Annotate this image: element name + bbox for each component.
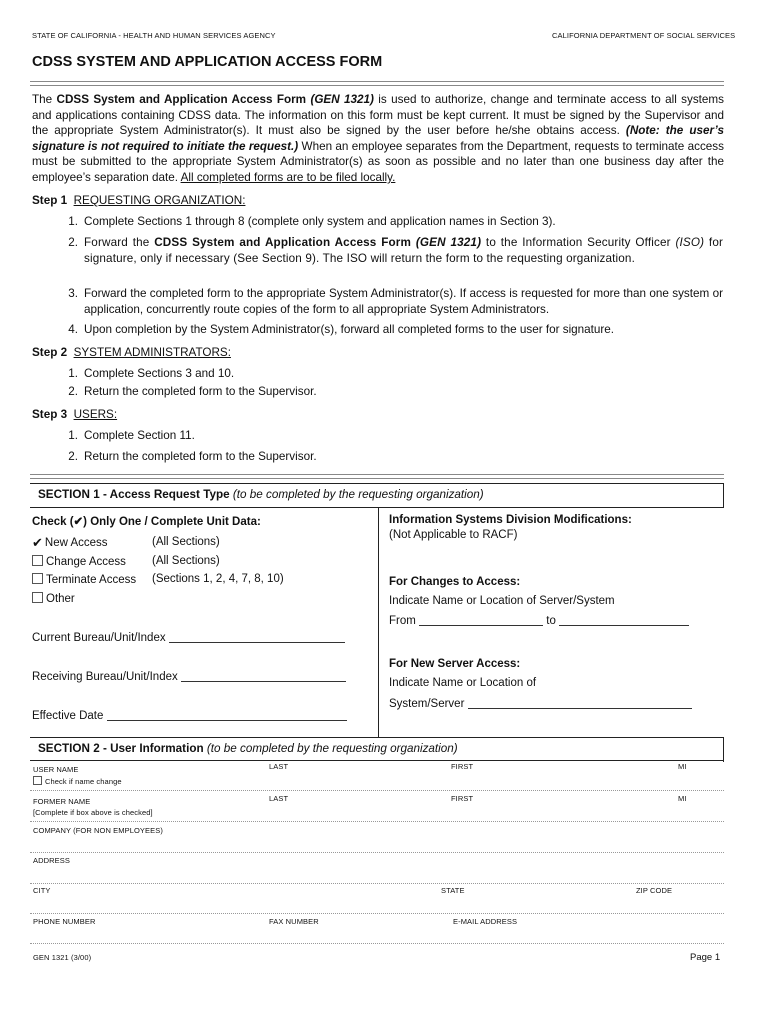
user-mi-label: MI xyxy=(678,762,687,771)
step-2-heading: Step 2 SYSTEM ADMINISTRATORS: xyxy=(32,346,231,359)
receiving-bureau-field[interactable]: Receiving Bureau/Unit/Index xyxy=(32,670,346,683)
option-new-access[interactable]: ✔ New Access xyxy=(32,535,108,550)
section-1-title-rule xyxy=(30,507,724,508)
former-first-label: FIRST xyxy=(451,794,474,803)
intro-paragraph: The CDSS System and Application Access Form (GEN 1321) is used to authorize, change and terminate access to all systems and applications containing CDSS data. The information on this form must be kept current. It must be signed by the Supervisor and the appropriate System Administrator(s). It must also be signed by the user before he/she obtains access. (Note: the user’s signature is not required to initiate the request.) When an employee separates from the Department, requests to terminate access must be submitted to the appropriate System Administrator(s) as soon as possible and no later than one business day after the employee’s separation date. All completed forms are to be filed locally. xyxy=(32,93,725,184)
page-number: Page 1 xyxy=(690,952,721,963)
step-1-item-1: 1. Complete Sections 1 through 8 (complete only system and application names in Section 3). xyxy=(68,215,556,228)
section-1-corner xyxy=(723,483,724,508)
user-name-label: USER NAME xyxy=(33,765,79,774)
agency-header: STATE OF CALIFORNIA - HEALTH AND HUMAN SERVICES AGENCY xyxy=(32,31,276,40)
effective-date-field[interactable]: Effective Date xyxy=(32,709,347,722)
section-1-top-rule xyxy=(30,483,724,484)
row-divider xyxy=(30,883,724,884)
section-1-top-divider xyxy=(30,474,724,479)
phone-label: PHONE NUMBER xyxy=(33,917,96,926)
former-name-label: FORMER NAME xyxy=(33,797,91,806)
former-last-label: LAST xyxy=(269,794,289,803)
user-last-label: LAST xyxy=(269,762,289,771)
section-1-title: SECTION 1 - Access Request Type (to be completed by the requesting organization) xyxy=(38,488,484,501)
step-1-item-4: 4. Upon completion by the System Administrator(s), forward all completed forms to the user for signature. xyxy=(68,323,615,336)
step-3-heading: Step 3 USERS: xyxy=(32,408,118,421)
email-label: E-MAIL ADDRESS xyxy=(453,917,518,926)
title-divider xyxy=(30,81,724,86)
checkbox-icon[interactable] xyxy=(33,776,42,785)
row-divider xyxy=(30,821,724,822)
city-label: CITY xyxy=(33,886,51,895)
changes-indicate: Indicate Name or Location of Server/System xyxy=(389,595,615,607)
section-2-title-rule xyxy=(30,760,724,761)
step-1-item-3: 3. Forward the completed form to the appropriate System Administrator(s). If access is requested for more than one system or application, concurrently route copies of the form to all appropriate System Administrators. xyxy=(68,287,723,316)
name-change-checkbox[interactable]: Check if name change xyxy=(33,776,122,786)
checkbox-icon[interactable] xyxy=(32,573,43,584)
option-terminate-access[interactable]: Terminate Access xyxy=(32,573,136,586)
changes-heading: For Changes to Access: xyxy=(389,576,521,588)
current-bureau-field[interactable]: Current Bureau/Unit/Index xyxy=(32,631,345,644)
section-2-title: SECTION 2 - User Information (to be completed by the requesting organization) xyxy=(38,742,458,755)
option-change-access[interactable]: Change Access xyxy=(32,555,126,568)
server-from-to-field[interactable]: From to xyxy=(389,614,689,627)
step-1-item-2: 2. Forward the CDSS System and Application Access Form (GEN 1321) to the Information Security Officer (ISO) for signature, only if necessary (See Section 9). The ISO will return the form to the requesting organization. xyxy=(68,236,724,265)
state-label: STATE xyxy=(441,886,465,895)
row-divider xyxy=(30,852,724,853)
step-3-item-1: 1. Complete Section 11. xyxy=(68,429,195,442)
step-3-item-2: 2. Return the completed form to the Supervisor. xyxy=(68,450,317,463)
fax-label: FAX NUMBER xyxy=(269,917,319,926)
company-label: COMPANY (FOR NON EMPLOYEES) xyxy=(33,826,163,835)
form-title: CDSS SYSTEM AND APPLICATION ACCESS FORM xyxy=(32,54,383,70)
row-divider xyxy=(30,943,724,944)
address-label: ADDRESS xyxy=(33,856,70,865)
new-indicate: Indicate Name or Location of xyxy=(389,677,537,689)
step-1-heading: Step 1 REQUESTING ORGANIZATION: xyxy=(32,194,246,207)
form-id: GEN 1321 (3/00) xyxy=(33,953,92,962)
section-1-column-divider xyxy=(378,507,379,737)
check-heading: Check (✔) Only One / Complete Unit Data: xyxy=(32,516,261,528)
checkbox-icon[interactable] xyxy=(32,555,43,566)
section-2-corner xyxy=(723,737,724,762)
option-change-access-scope: (All Sections) xyxy=(152,555,220,567)
row-divider xyxy=(30,790,724,791)
step-2-item-2: 2. Return the completed form to the Supervisor. xyxy=(68,385,317,398)
former-mi-label: MI xyxy=(678,794,687,803)
row-divider xyxy=(30,913,724,914)
option-other[interactable]: Other xyxy=(32,592,75,605)
checkmark-icon[interactable]: ✔ xyxy=(32,535,43,550)
department-header: CALIFORNIA DEPARTMENT OF SOCIAL SERVICES xyxy=(552,31,736,40)
isd-heading: Information Systems Division Modifications: xyxy=(389,514,632,526)
user-first-label: FIRST xyxy=(451,762,474,771)
section-2-top-rule xyxy=(30,737,724,738)
step-2-item-1: 1. Complete Sections 3 and 10. xyxy=(68,367,235,380)
system-server-field[interactable]: System/Server xyxy=(389,697,692,710)
zip-label: ZIP CODE xyxy=(636,886,673,895)
option-new-access-scope: (All Sections) xyxy=(152,536,220,548)
new-server-heading: For New Server Access: xyxy=(389,658,521,670)
former-name-note: [Complete if box above is checked] xyxy=(33,808,153,817)
checkbox-icon[interactable] xyxy=(32,592,43,603)
isd-note: (Not Applicable to RACF) xyxy=(389,529,518,541)
option-terminate-access-scope: (Sections 1, 2, 4, 7, 8, 10) xyxy=(152,573,284,585)
